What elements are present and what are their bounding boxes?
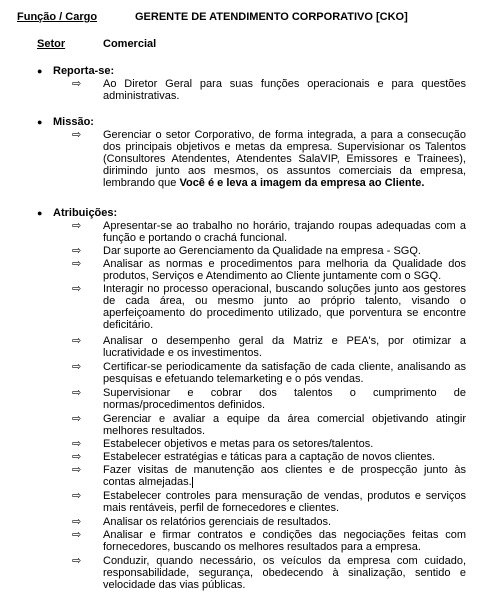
section-title-atribuicoes: Atribuições: <box>53 207 118 219</box>
atribuicao-item: Analisar os relatórios gerenciais de resultados. <box>103 516 332 528</box>
atribuicao-item: Apresentar-se ao trabalho no horário, trajando roupas adequadas com a função e portando o crachá funcional. <box>103 220 466 244</box>
arrow-icon: ⇨ <box>72 490 82 502</box>
bullet-icon: ● <box>37 208 43 218</box>
atribuicao-item: Estabelecer objetivos e metas para os setores/talentos. <box>103 438 374 450</box>
section-title-reporta: Reporta-se: <box>53 65 115 77</box>
arrow-icon: ⇨ <box>72 220 82 232</box>
arrow-icon: ⇨ <box>72 258 82 270</box>
missao-text-plain: Gerenciar o setor Corporativo, de forma integrada, a para a consecução dos principais objetivos e metas da empresa. Supervisionar os Talentos (Consultores Atendentes, Atendentes SalaVIP, Emissores e Trainees), dirimindo junto aos mesmos, os assuntos comerciais da empresa, lembrando que <box>103 129 466 189</box>
missao-text <box>103 129 466 189</box>
atribuicao-item: Conduzir, quando necessário, os veículos da empresa com cuidado, responsabilidade, segurança, obedecendo à sinalização, sentido e velocidade das vias públicas. <box>103 555 466 591</box>
arrow-icon: ⇨ <box>72 413 82 425</box>
arrow-icon: ⇨ <box>72 335 82 347</box>
atribuicao-item: Interagir no processo operacional, buscando soluções junto aos gestores de cada área, ou mesmo junto ao próprio talento, visando o aperfeiçoamento do procedimento utilizado, que porventura se encontre deficitário. <box>103 283 466 331</box>
arrow-icon: ⇨ <box>72 529 82 541</box>
arrow-icon: ⇨ <box>72 245 82 257</box>
bullet-icon: ● <box>37 117 43 127</box>
atribuicao-item: Estabelecer estratégias e táticas para a captação de novos clientes. <box>103 451 436 463</box>
atribuicao-item: Certificar-se periodicamente da satisfação de cada cliente, analisando as pesquisas e efetuando telemarketing e o pós vendas. <box>103 361 466 385</box>
atribuicao-item: Gerenciar e avaliar a equipe da área comercial objetivando atingir melhores resultados. <box>103 413 466 437</box>
atribuicao-item: Dar suporte ao Gerenciamento da Qualidade na empresa - SGQ. <box>103 245 421 257</box>
role-title: GERENTE DE ATENDIMENTO CORPORATIVO [CKO] <box>135 11 408 23</box>
arrow-icon: ⇨ <box>72 555 82 567</box>
arrow-icon: ⇨ <box>72 387 82 399</box>
arrow-icon: ⇨ <box>72 438 82 450</box>
section-title-missao: Missão: <box>53 116 94 128</box>
atribuicao-item: Fazer visitas de manutenção aos clientes e de prospecção junto às contas almejadas. <box>103 464 466 488</box>
reporta-item: Ao Diretor Geral para suas funções operacionais e para questões administrativas. <box>103 78 466 102</box>
atribuicao-item: Analisar o desempenho geral da Matriz e PEA's, por otimizar a lucratividade e os investimentos. <box>103 335 466 359</box>
role-label: Função / Cargo <box>17 11 98 23</box>
arrow-icon: ⇨ <box>72 129 82 141</box>
sector-value: Comercial <box>103 38 157 50</box>
text-cursor <box>192 477 193 488</box>
missao-text-bold: Você é e leva a imagem da empresa ao Cliente <box>179 177 422 189</box>
atribuicao-item: Analisar as normas e procedimentos para melhoria da Qualidade dos produtos, Serviços e Atendimento ao Cliente juntamente com o SGQ. <box>103 258 466 282</box>
arrow-icon: ⇨ <box>72 464 82 476</box>
sector-label: Setor <box>37 38 66 50</box>
arrow-icon: ⇨ <box>72 283 82 295</box>
atribuicao-item: Supervisionar e cobrar dos talentos o cumprimento de normas/procedimentos definidos. <box>103 387 466 411</box>
atribuicao-item: Analisar e firmar contratos e condições das negociações feitas com fornecedores, buscando os melhores resultados para a empresa. <box>103 529 466 553</box>
arrow-icon: ⇨ <box>72 361 82 373</box>
atribuicao-item: Estabelecer controles para mensuração de vendas, produtos e serviços mais rentáveis, perfil de fornecedores e clientes. <box>103 490 466 514</box>
missao-text-end: . <box>421 177 425 189</box>
arrow-icon: ⇨ <box>72 451 82 463</box>
arrow-icon: ⇨ <box>72 516 82 528</box>
arrow-icon: ⇨ <box>72 78 82 90</box>
bullet-icon: ● <box>37 66 43 76</box>
